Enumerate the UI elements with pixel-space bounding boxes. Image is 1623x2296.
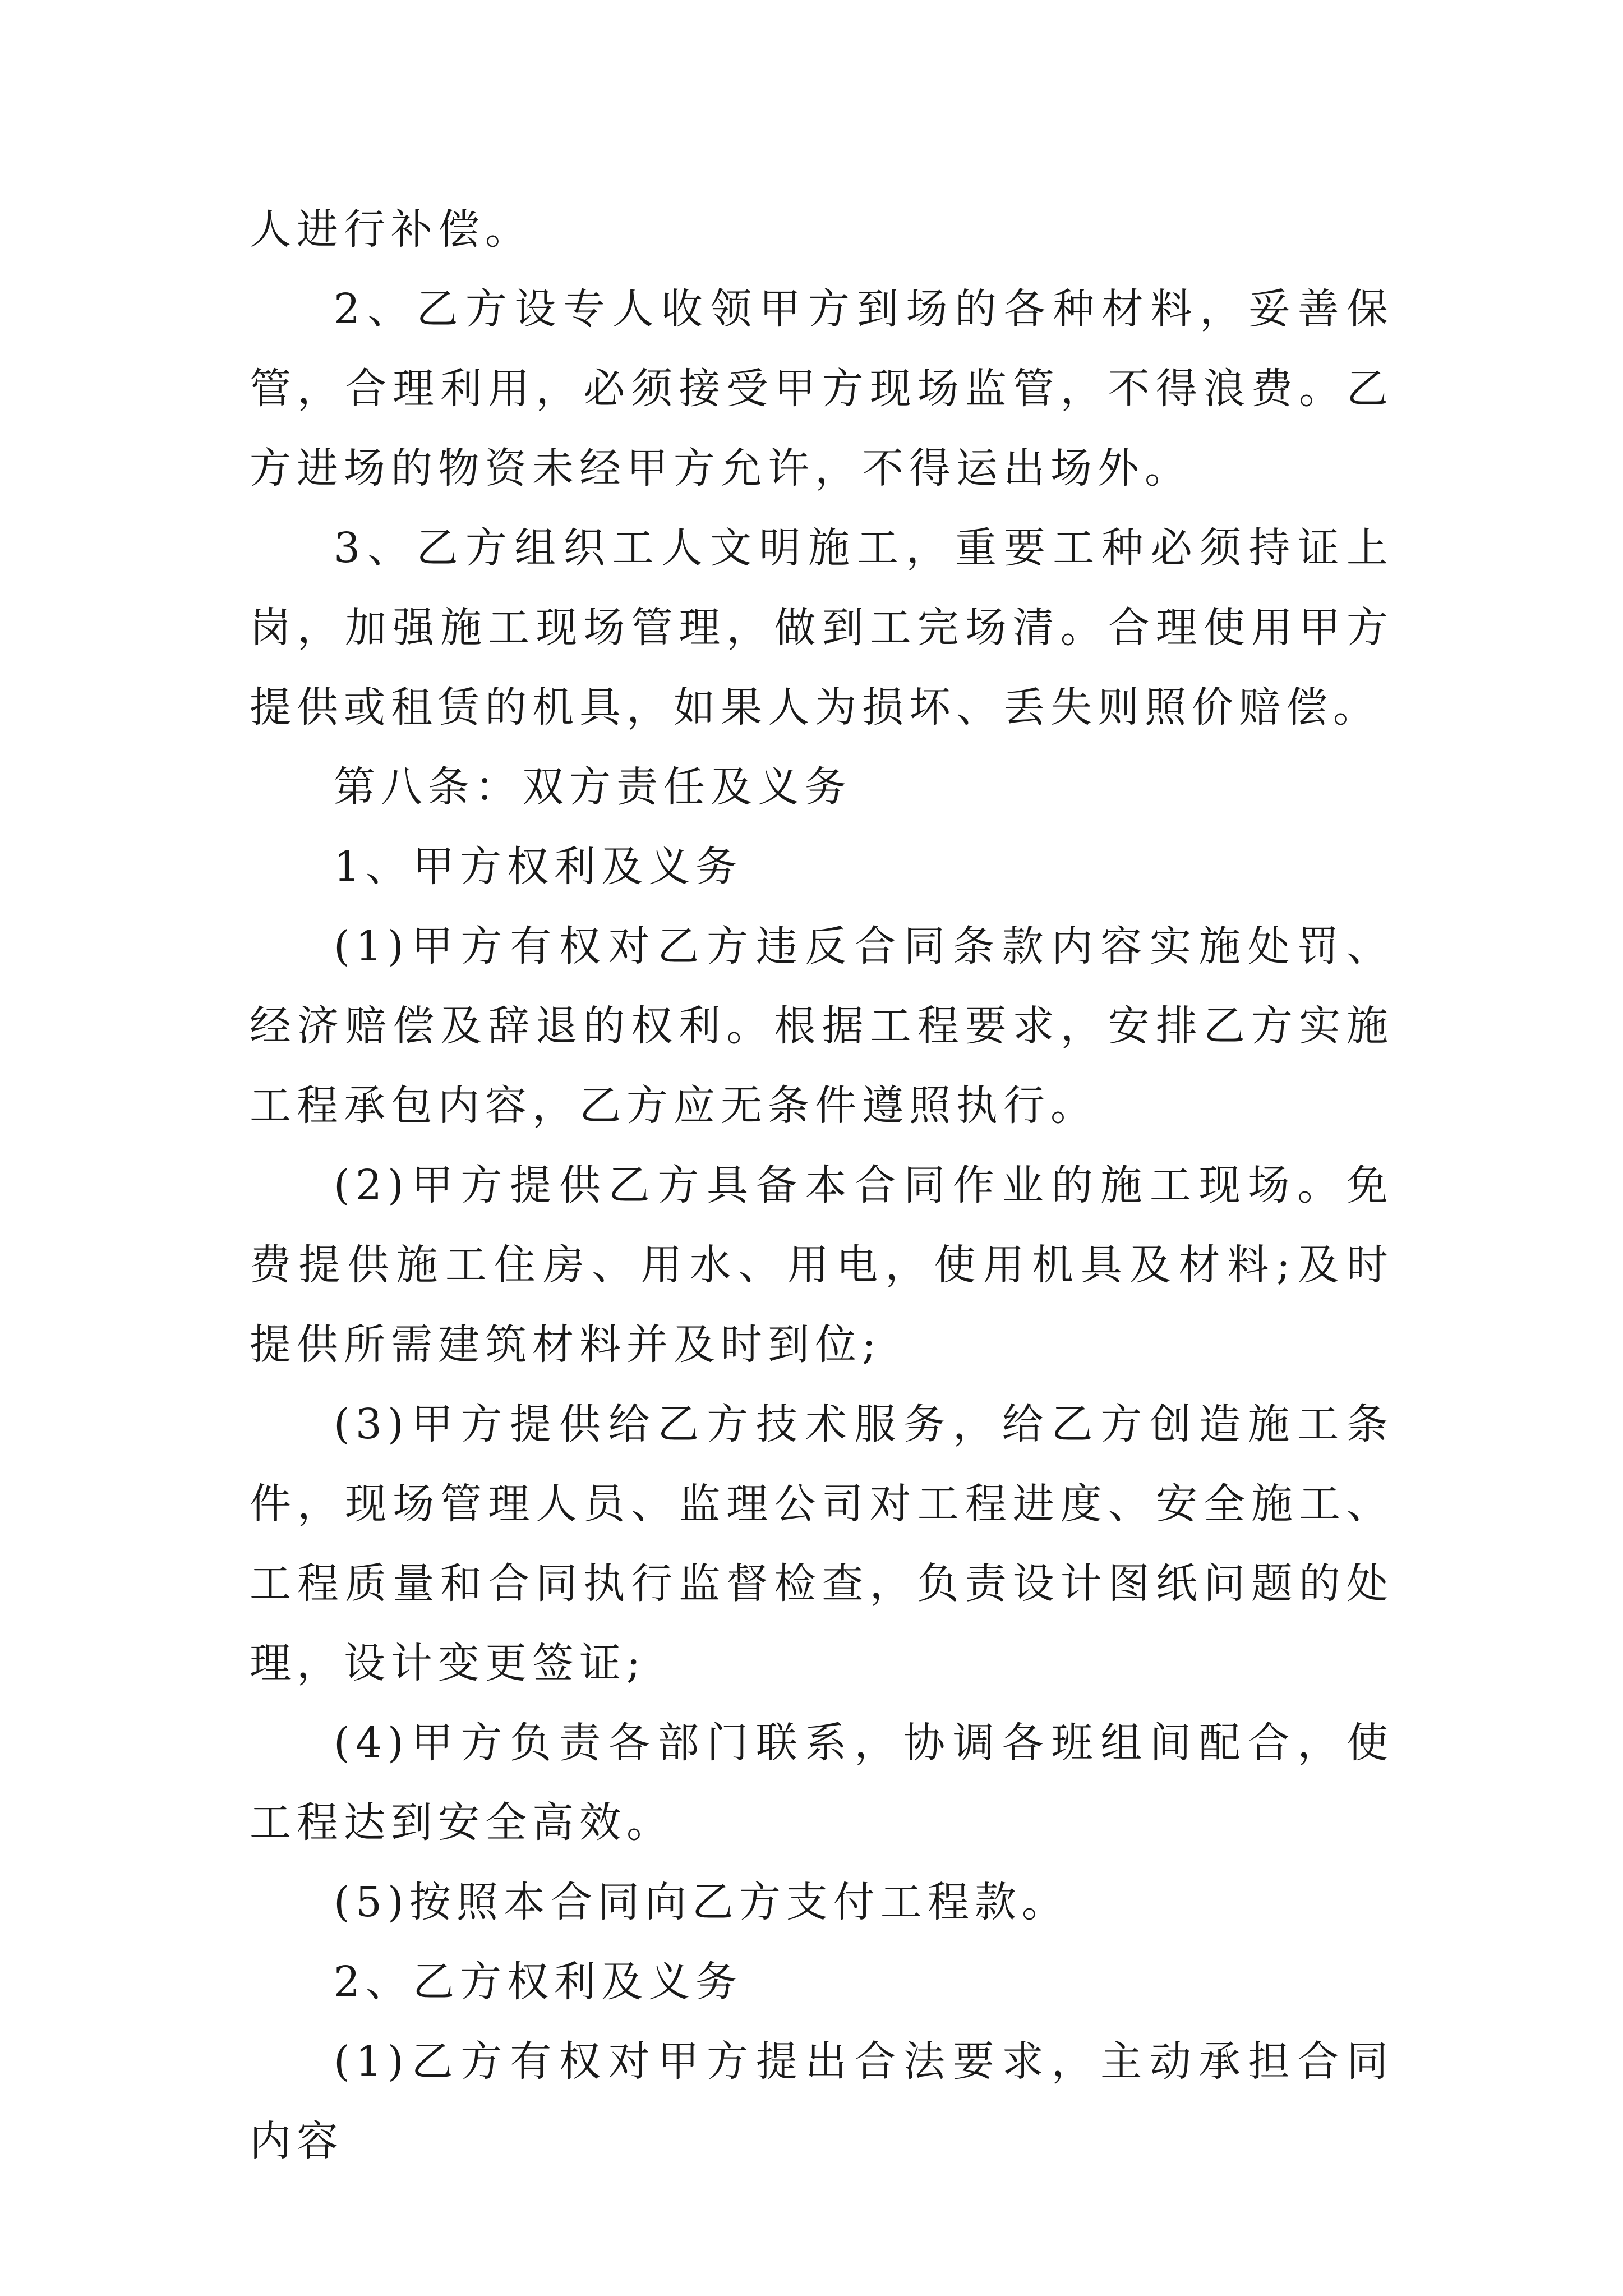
paragraph-party-b-1: (1)乙方有权对甲方提出合法要求，主动承担合同内容 bbox=[250, 2037, 1394, 2165]
paragraph-party-a-2: (2)甲方提供乙方具备本合同作业的施工现场。免费提供施工住房、用水、用电，使用机具及材料;及时提供所需建筑材料并及时到位; bbox=[250, 1161, 1394, 1369]
paragraph-party-a-4: (4)甲方负责各部门联系，协调各班组间配合，使工程达到安全高效。 bbox=[250, 1719, 1394, 1847]
paragraph-2: 2、乙方设专人收领甲方到场的各种材料，妥善保管，合理利用，必须接受甲方现场监管，不得浪费。乙方进场的物资未经甲方允许，不得运出场外。 bbox=[250, 285, 1394, 493]
document-body bbox=[250, 190, 1394, 2181]
paragraph-party-a-3: (3)甲方提供给乙方技术服务，给乙方创造施工条件，现场管理人员、监理公司对工程进度、安全施工、工程质量和合同执行监督检查，负责设计图纸问题的处理，设计变更签证; bbox=[250, 1400, 1394, 1687]
subheading-party-a: 1、甲方权利及义务 bbox=[334, 843, 743, 891]
subheading-party-b: 2、乙方权利及义务 bbox=[334, 1958, 743, 2006]
paragraph-3: 3、乙方组织工人文明施工，重要工种必须持证上岗，加强施工现场管理，做到工完场清。合理使用甲方提供或租赁的机具，如果人为损坏、丢失则照价赔偿。 bbox=[250, 524, 1394, 731]
paragraph-1: 人进行补偿。 bbox=[250, 205, 532, 254]
paragraph-party-a-5: (5)按照本合同向乙方支付工程款。 bbox=[334, 1878, 1069, 1926]
paragraph-party-a-1: (1)甲方有权对乙方违反合同条款内容实施处罚、经济赔偿及辞退的权利。根据工程要求，安排乙方实施工程承包内容，乙方应无条件遵照执行。 bbox=[250, 922, 1394, 1130]
section-heading-article-8: 第八条：双方责任及义务 bbox=[334, 763, 852, 811]
